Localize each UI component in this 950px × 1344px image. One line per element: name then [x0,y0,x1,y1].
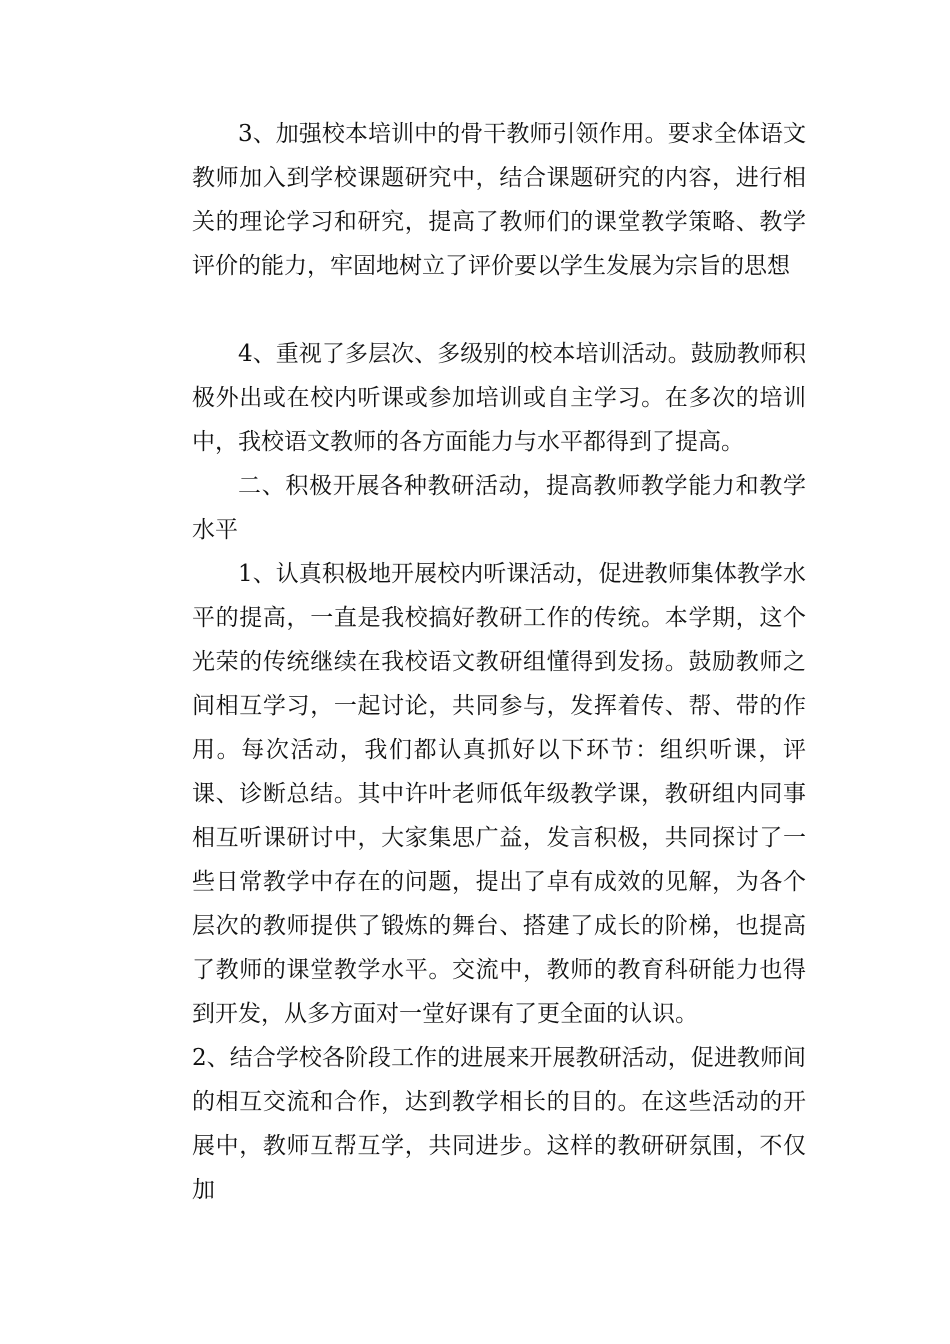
section-heading-research-activities: 二、积极开展各种教研活动，提高教师教学能力和教学水平 [192,473,806,543]
paragraph-3-backbone-teachers: 3、加强校本培训中的骨干教师引领作用。要求全体语文教师加入到学校课题研究中，结合课题研究的内容，进行相关的理论学习和研究，提高了教师们的课堂教学策略、教学评价的能力，牢固地树立了评价要以学生发展为宗旨的思想 [192,121,806,279]
paragraph-1-lesson-observation: 1、认真积极地开展校内听课活动，促进教师集体教学水平的提高，一直是我校搞好教研工作的传统。本学期，这个光荣的传统继续在我校语文教研组懂得到发扬。鼓励教师之间相互学习，一起讨论，共同参与，发挥着传、帮、带的作用。每次活动，我们都认真抓好以下环节：组织听课，评课、诊断总结。其中许叶老师低年级教学课，教研组内同事相互听课研讨中，大家集思广益，发言积极，共同探讨了一些日常教学中存在的问题，提出了卓有成效的见解，为各个层次的教师提供了锻炼的舞台、搭建了成长的阶梯，也提高了教师的课堂教学水平。交流中，教师的教育科研能力也得到开发，从多方面对一堂好课有了更全面的认识。 [192,561,806,1027]
document-body [192,112,806,1212]
paragraph-spacer [192,288,806,332]
paragraph-2-stage-activities: 2、结合学校各阶段工作的进展来开展教研活动，促进教师间的相互交流和合作，达到教学相长的目的。在这些活动的开展中，教师互帮互学，共同进步。这样的教研研氛围，不仅加 [192,1045,806,1203]
paragraph-4-multilevel-training: 4、重视了多层次、多级别的校本培训活动。鼓励教师积极外出或在校内听课或参加培训或自主学习。在多次的培训中，我校语文教师的各方面能力与水平都得到了提高。 [192,341,806,455]
